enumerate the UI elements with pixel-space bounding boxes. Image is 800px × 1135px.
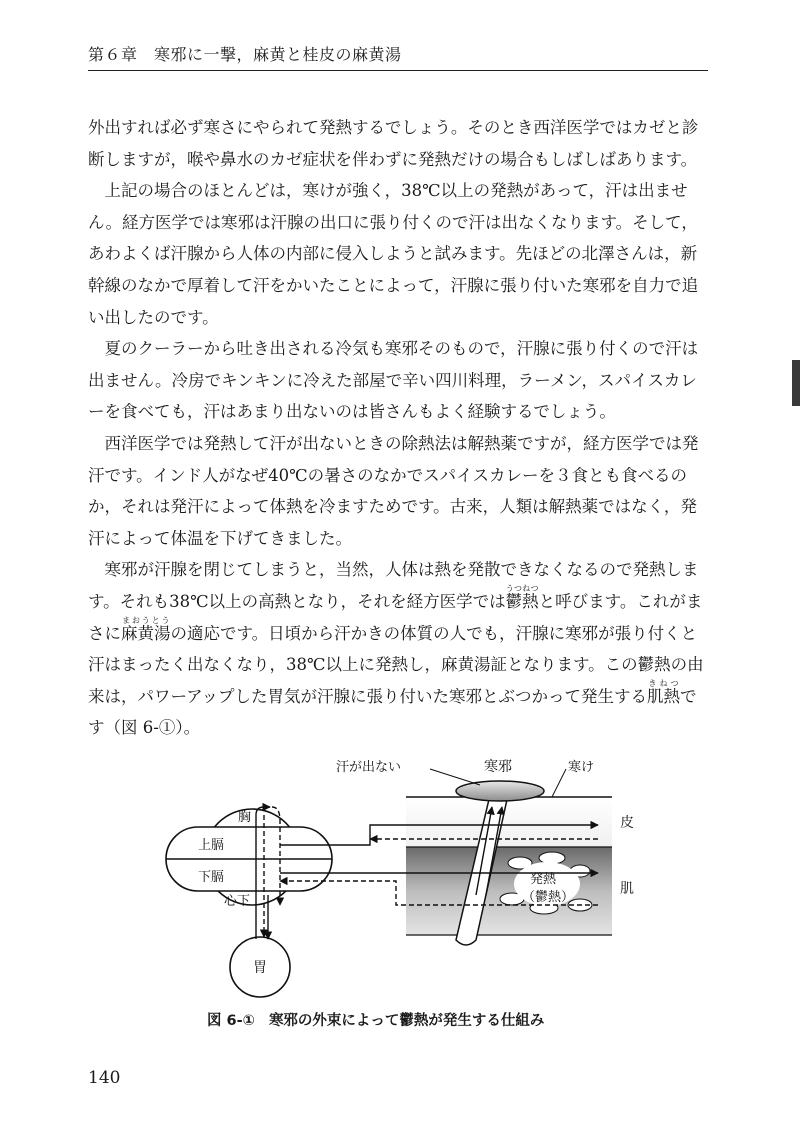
- paragraph-2: 上記の場合のほとんどは，寒けが強く，38℃以上の発熱があって，汗は出ません。経方医学では寒邪は汗腺の出口に張り付くので汗は出なくなります。そして，あわよくば汗腺から人体の内部に侵入しようと試みます。先ほどの北澤さんは，新幹線のなかで厚着して汗をかいたことによって，汗腺に張り付いた寒邪を自力で追い出したのです。: [88, 181, 699, 327]
- p5-c: の適応です。日頃から汗かきの体質の人でも，汗腺に寒邪が張り付くと汗はまったく出なくなり，38℃以上に発熱し，麻黄湯証となります。この鬱熱の由来は，パワーアップした胃気が汗腺に張り付いた寒邪とぶつかって発生する: [88, 623, 704, 706]
- paragraph-1: 外出すれば必ず寒さにやられて発熱するでしょう。そのとき西洋医学ではカゼと診断しますが，喉や鼻水のカゼ症状を伴わずに発熱だけの場合もしばしばあります。: [88, 118, 699, 169]
- paragraph-4: 西洋医学では発熱して汗が出ないときの除熱法は解熱薬ですが，経方医学では発汗です。インド人がなぜ40℃の暑さのなかでスパイスカレーを３食とも食べるのか，それは発汗によって体熱を冷ますためです。古来，人類は解熱薬ではなく，発汗によって体温を下げてきました。: [88, 433, 699, 548]
- page-number: 140: [88, 1068, 121, 1088]
- label-hi: 皮: [620, 815, 634, 831]
- chapter-header: 第６章 寒邪に一撃，麻黄と桂皮の麻黄湯: [88, 45, 402, 64]
- chapter-thumb-tab: [792, 360, 800, 406]
- label-mune: 胸: [238, 810, 252, 825]
- p5-a: 寒邪が汗腺を閉じてしまうと，当然，人体は熱を発散できなくなるので発熱します。それも38℃以上の高熱となり，それを経方医学では: [88, 560, 699, 611]
- utsunetsu-ruby: うつねつ: [505, 583, 539, 593]
- utsunetsu-text: 鬱熱: [505, 591, 539, 611]
- ruby-kinetsu: [647, 678, 681, 706]
- label-i: 胃: [253, 960, 267, 976]
- header-rule: [88, 70, 708, 71]
- paragraph-5: [88, 554, 712, 744]
- maoto-text: 麻黄湯: [121, 623, 171, 643]
- kinetsu-ruby: きねつ: [647, 678, 681, 688]
- label-kakaku: 下膈: [198, 870, 225, 885]
- maoto-ruby: まおうとう: [121, 615, 171, 625]
- label-utsunetsu: （鬱熱）: [522, 890, 575, 905]
- label-joukaku: 上膈: [198, 838, 225, 853]
- label-shinka: 心下: [224, 894, 251, 909]
- figure-diagram: [160, 745, 650, 1000]
- figure-caption: [207, 1009, 558, 1030]
- body-text: [88, 112, 712, 744]
- kinetsu-text: 肌熱: [647, 686, 681, 706]
- label-hatsunetsu: 発熱: [530, 872, 557, 887]
- label-ki: 肌: [620, 881, 634, 897]
- ruby-maoto: [121, 615, 171, 643]
- label-kanja: 寒邪: [484, 759, 512, 775]
- caption-text: 寒邪の外束によって鬱熱が発生する仕組み: [268, 1013, 545, 1029]
- ruby-utsunetsu: [505, 583, 539, 611]
- p5-d: です（図 6-①）。: [88, 686, 697, 738]
- p5-b: と呼びます。これがまさに: [88, 591, 703, 643]
- label-ase-denai: 汗が出ない: [336, 760, 402, 775]
- label-samuke: 寒け: [568, 760, 595, 775]
- kanja-cap: [456, 781, 544, 801]
- paragraph-3: 夏のクーラーから吐き出される冷気も寒邪そのもので，汗腺に張り付くので汗は出ません。冷房でキンキンに冷えた部屋で辛い四川料理，ラーメン，スパイスカレーを食べても，汗はあまり出ないのは皆さんもよく経験するでしょう。: [88, 339, 699, 422]
- caption-number: 図 6-①: [207, 1013, 255, 1029]
